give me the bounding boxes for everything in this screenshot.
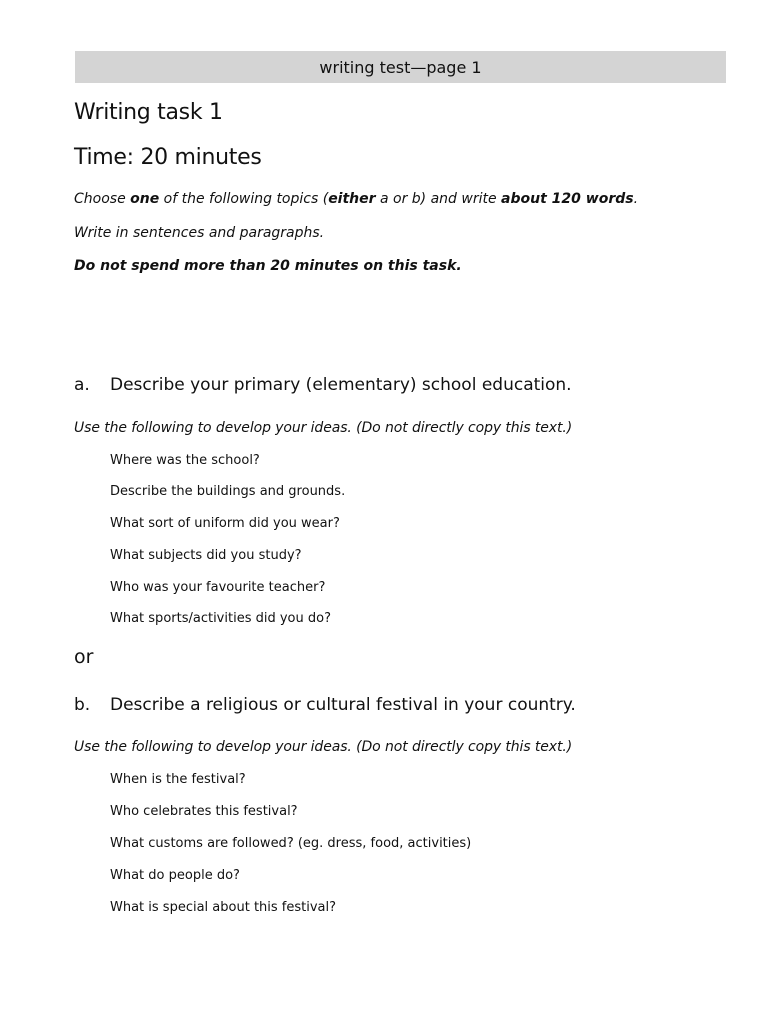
topic-b-title: Describe a religious or cultural festival in your country. bbox=[110, 695, 576, 715]
topic-b-question: Who celebrates this festival? bbox=[110, 804, 298, 819]
topic-b-question: What is special about this festival? bbox=[110, 900, 337, 915]
instruction-time-warning: Do not spend more than 20 minutes on this task. bbox=[74, 258, 462, 274]
topic-a-question: Describe the buildings and grounds. bbox=[110, 484, 346, 499]
page-header bbox=[75, 51, 726, 83]
topic-a-title: Describe your primary (elementary) school education. bbox=[110, 375, 572, 395]
topic-a-question: Where was the school? bbox=[110, 453, 260, 468]
topic-b-question: When is the festival? bbox=[110, 772, 246, 787]
page-header-title: writing test—page 1 bbox=[319, 57, 482, 77]
instruction-text: a or b) and write bbox=[375, 191, 502, 207]
topic-a-question: What subjects did you study? bbox=[110, 548, 302, 563]
topic-a-question: What sort of uniform did you wear? bbox=[110, 516, 340, 531]
instruction-text: Choose bbox=[74, 191, 131, 207]
instruction-emphasis: one bbox=[130, 191, 160, 207]
instruction-choose-topic bbox=[74, 191, 638, 207]
topic-b-letter: b. bbox=[74, 695, 91, 715]
instruction-text: of the following topics ( bbox=[159, 191, 329, 207]
instruction-text: . bbox=[633, 191, 639, 207]
time-limit: Time: 20 minutes bbox=[74, 145, 262, 170]
topic-a-question: What sports/activities did you do? bbox=[110, 611, 331, 626]
task-title: Writing task 1 bbox=[74, 100, 223, 125]
instruction-emphasis: either bbox=[328, 191, 376, 207]
topic-a-guide: Use the following to develop your ideas. (Do not directly copy this text.) bbox=[74, 420, 573, 436]
or-separator: or bbox=[74, 646, 94, 668]
topic-b-guide: Use the following to develop your ideas. (Do not directly copy this text.) bbox=[74, 739, 573, 755]
instruction-sentences: Write in sentences and paragraphs. bbox=[74, 225, 325, 241]
topic-a-letter: a. bbox=[74, 375, 90, 395]
topic-a-question: Who was your favourite teacher? bbox=[110, 580, 326, 595]
topic-b-question: What customs are followed? (eg. dress, food, activities) bbox=[110, 836, 472, 851]
instruction-emphasis: about 120 words bbox=[501, 191, 634, 207]
topic-b-heading bbox=[74, 695, 576, 715]
topic-a-heading bbox=[74, 375, 572, 395]
topic-b-question: What do people do? bbox=[110, 868, 240, 883]
